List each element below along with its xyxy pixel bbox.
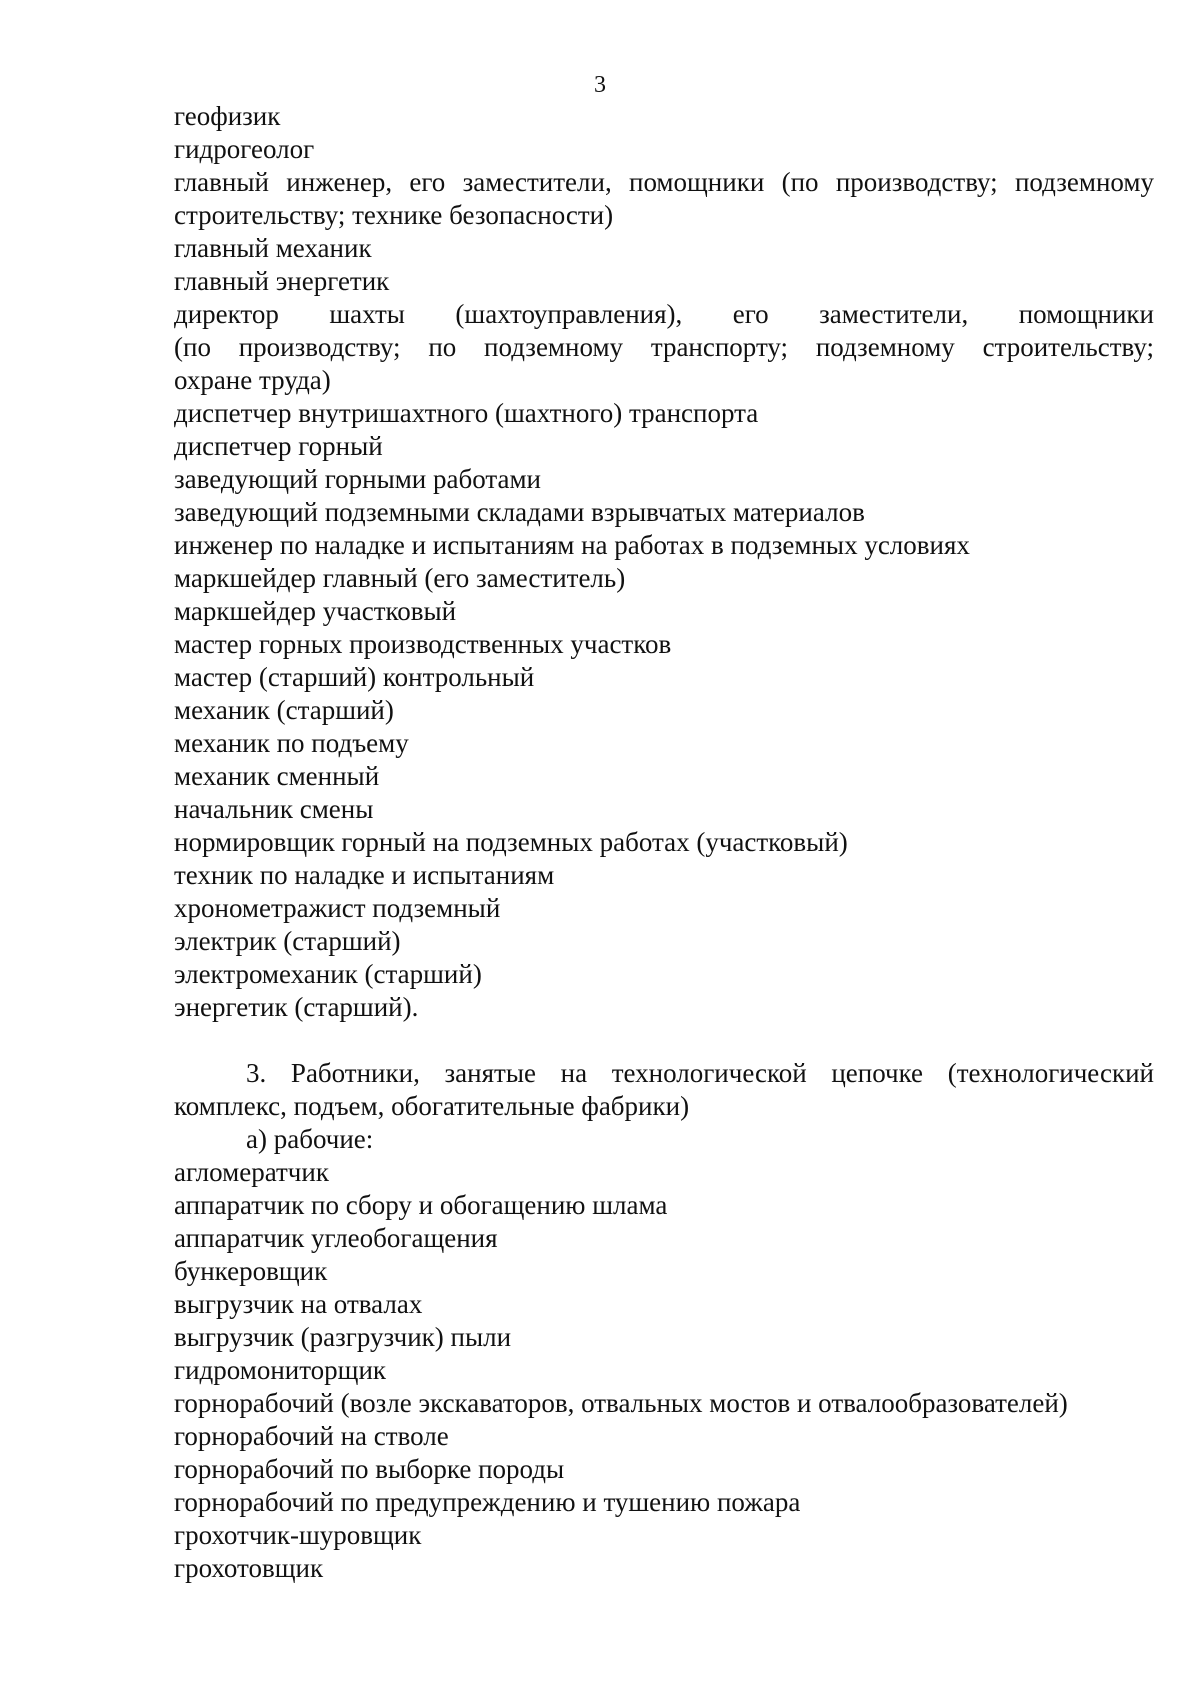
list-item: горнорабочий по выборке породы: [174, 1454, 565, 1484]
list-item: электрик (старший): [174, 926, 401, 956]
section-3-heading-line-1: [174, 1057, 1154, 1090]
list-item: горнорабочий (возле экскаваторов, отвальных мостов и отвалообразователей): [174, 1388, 1068, 1418]
word: (по: [174, 332, 211, 362]
list-item: [174, 298, 1154, 331]
list-item: аппаратчик по сбору и обогащению шлама: [174, 1190, 668, 1220]
list-item: главный механик: [174, 233, 372, 263]
list-item: выгрузчик на отвалах: [174, 1289, 423, 1319]
list-item: аппаратчик углеобогащения: [174, 1223, 498, 1253]
list-item: главный энергетик: [174, 266, 390, 296]
section-3-subheading: а) рабочие:: [246, 1124, 374, 1154]
list-item: грохотчик-шуровщик: [174, 1520, 422, 1550]
list-item: заведующий подземными складами взрывчатых материалов: [174, 497, 865, 527]
document-body: [174, 100, 1154, 1585]
word: (технологический: [947, 1058, 1154, 1088]
list-item: маркшейдер главный (его заместитель): [174, 563, 626, 593]
list-item: диспетчер горный: [174, 431, 383, 461]
word: производству;: [835, 167, 998, 197]
list-item: заведующий горными работами: [174, 464, 542, 494]
list-item: энергетик (старший).: [174, 992, 419, 1022]
list-item: грохотовщик: [174, 1553, 324, 1583]
word: Работники,: [290, 1058, 420, 1088]
word: шахты: [329, 299, 405, 329]
list-item: мастер горных производственных участков: [174, 629, 672, 659]
section-2-list: [174, 100, 1154, 1024]
section-3: [174, 1057, 1154, 1585]
word: заместители,: [462, 167, 612, 197]
list-item: бункеровщик: [174, 1256, 328, 1286]
list-item: механик (старший): [174, 695, 394, 725]
list-item: нормировщик горный на подземных работах (участковый): [174, 827, 848, 857]
word: транспорту;: [650, 332, 789, 362]
list-item: инженер по наладке и испытаниям на работах в подземных условиях: [174, 530, 970, 560]
word: заместители,: [819, 299, 969, 329]
list-item: хронометражист подземный: [174, 893, 501, 923]
list-item: [174, 331, 1154, 364]
list-item: электромеханик (старший): [174, 959, 482, 989]
section-gap: [174, 1024, 1154, 1057]
word: цепочке: [831, 1058, 924, 1088]
section-3-items: [174, 1156, 1154, 1585]
list-item: агломератчик: [174, 1157, 329, 1187]
word: производству;: [238, 332, 401, 362]
list-item: гидрогеолог: [174, 134, 315, 164]
list-item: горнорабочий по предупреждению и тушению пожара: [174, 1487, 801, 1517]
word: помощники: [1018, 299, 1154, 329]
list-item: техник по наладке и испытаниям: [174, 860, 555, 890]
word: помощники: [629, 167, 765, 197]
section-3-heading-line-2: комплекс, подъем, обогатительные фабрики): [174, 1091, 690, 1121]
word: (шахтоуправления),: [455, 299, 683, 329]
list-item: механик по подъему: [174, 728, 409, 758]
word: на: [560, 1058, 588, 1088]
list-item: диспетчер внутришахтного (шахтного) транспорта: [174, 398, 759, 428]
word: занятые: [444, 1058, 536, 1088]
list-item: горнорабочий на стволе: [174, 1421, 449, 1451]
page-number: 3: [594, 72, 606, 98]
word: 3.: [246, 1058, 267, 1088]
word: его: [732, 299, 769, 329]
word: главный: [174, 167, 269, 197]
list-item: маркшейдер участковый: [174, 596, 457, 626]
word: технологической: [611, 1058, 807, 1088]
word: строительству;: [982, 332, 1154, 362]
list-item: гидромониторщик: [174, 1355, 387, 1385]
word: подземному: [484, 332, 624, 362]
list-item: геофизик: [174, 101, 281, 131]
list-item: мастер (старший) контрольный: [174, 662, 535, 692]
list-item: механик сменный: [174, 761, 380, 791]
list-item: охране труда): [174, 365, 331, 395]
word: (по: [781, 167, 819, 197]
word: по: [428, 332, 457, 362]
list-item: [174, 166, 1154, 199]
word: его: [409, 167, 446, 197]
word: подземному: [1014, 167, 1154, 197]
word: подземному: [815, 332, 955, 362]
list-item: строительству; технике безопасности): [174, 200, 614, 230]
word: директор: [174, 299, 279, 329]
list-item: выгрузчик (разгрузчик) пыли: [174, 1322, 512, 1352]
list-item: начальник смены: [174, 794, 374, 824]
word: инженер,: [286, 167, 393, 197]
